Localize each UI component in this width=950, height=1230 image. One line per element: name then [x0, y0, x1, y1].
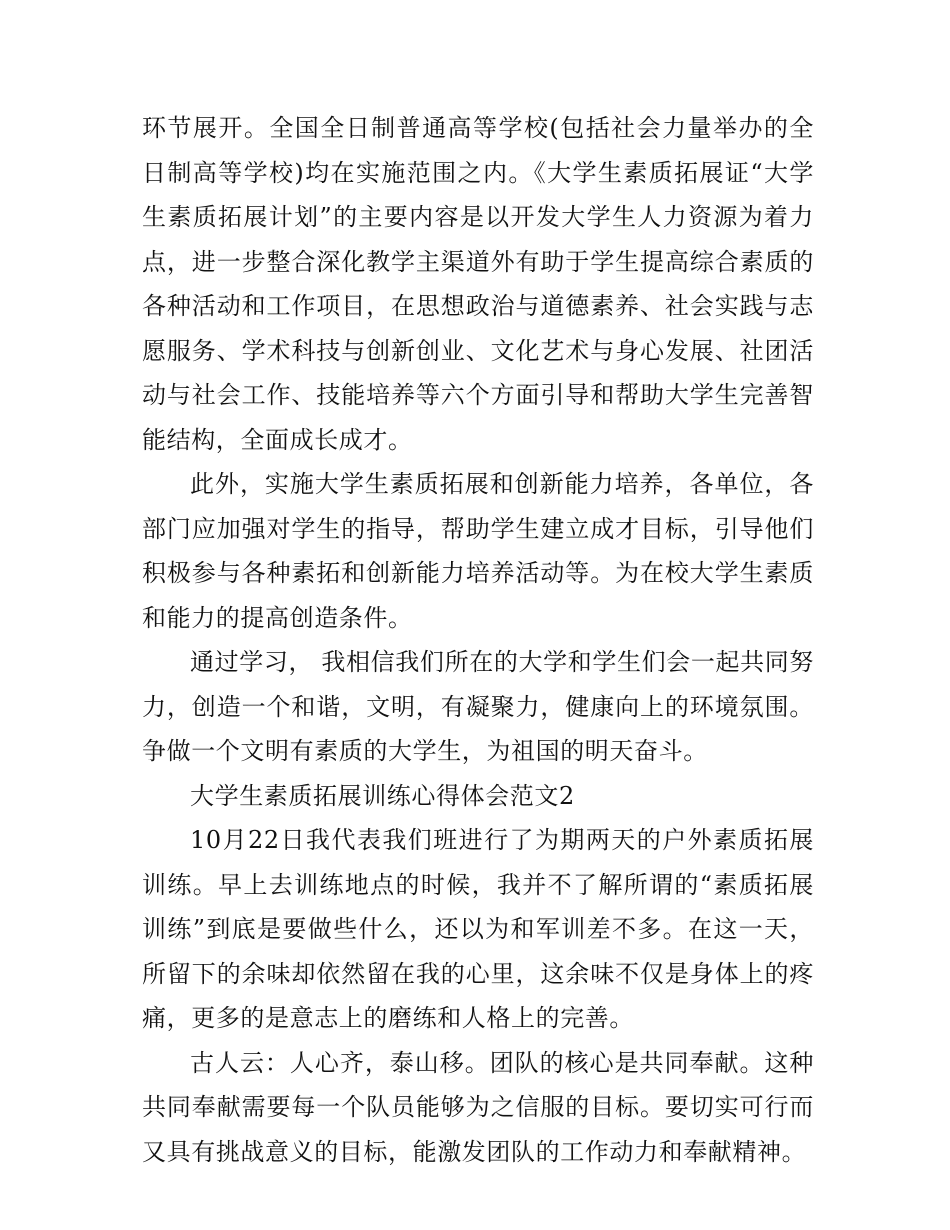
- section-heading: 大学生素质拓展训练心得体会范文2: [190, 781, 575, 810]
- document-body: [142, 106, 814, 1174]
- paragraph-implementation: 此外，实施大学生素质拓展和创新能力培养，各单位，各部门应加强对学生的指导，帮助学生建立成才目标，引导他们积极参与各种素拓和创新能力培养活动等。为在校大学生素质和能力的提高创造条件。: [142, 470, 814, 632]
- paragraph-teamwork: 古人云：人心齐，泰山移。团队的核心是共同奉献。这种共同奉献需要每一个队员能够为之信服的目标。要切实可行而又具有挑战意义的目标，能激发团队的工作动力和奉献精神。: [142, 1048, 814, 1166]
- paragraph-conclusion: 通过学习， 我相信我们所在的大学和学生们会一起共同努力，创造一个和谐，文明，有凝聚力，健康向上的环境氛围。争做一个文明有素质的大学生，为祖国的明天奋斗。: [142, 648, 814, 765]
- paragraph-training-day: 10月22日我代表我们班进行了为期两天的户外素质拓展训练。早上去训练地点的时候，我并不了解所谓的“素质拓展训练”到底是要做些什么，还以为和军训差不多。在这一天，所留下的余味却依然留在我的心里，这余味不仅是身体上的疼痛，更多的是意志上的磨练和人格上的完善。: [142, 826, 814, 1032]
- paragraph-continued: 环节展开。全国全日制普通高等学校(包括社会力量举办的全日制高等学校)均在实施范围之内。《大学生素质拓展证“大学生素质拓展计划”的主要内容是以开发大学生人力资源为着力点，进一步整合深化教学主渠道外有助于学生提高综合素质的各种活动和工作项目，在思想政治与道德素养、社会实践与志愿服务、学术科技与创新创业、文化艺术与身心发展、社团活动与社会工作、技能培养等六个方面引导和帮助大学生完善智能结构，全面成长成才。: [142, 114, 814, 454]
